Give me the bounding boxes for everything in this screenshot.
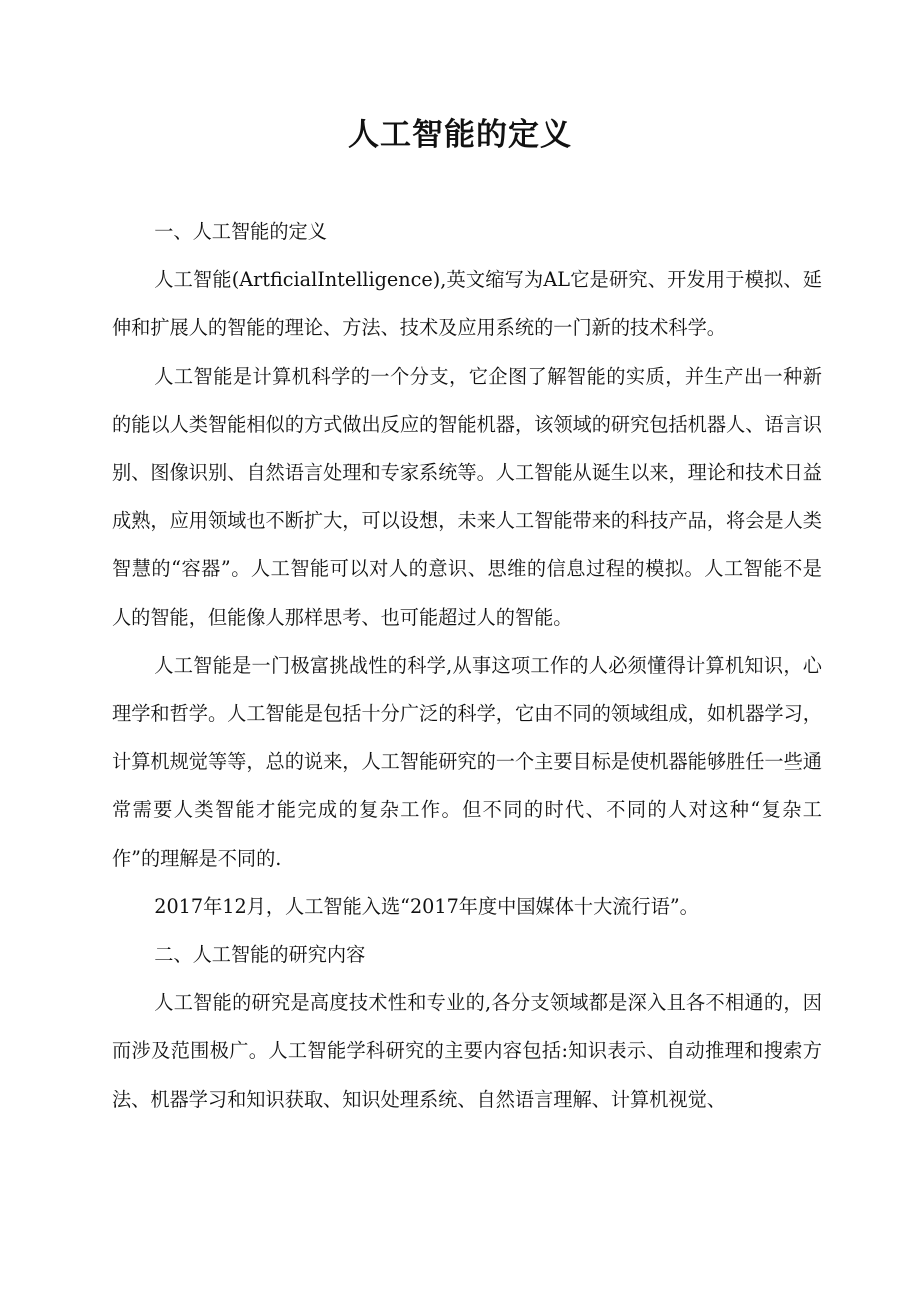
document-title: 人工智能的定义	[348, 117, 572, 153]
section-heading-2: 二、人工智能的研究内容	[154, 943, 366, 967]
paragraph-1: 人工智能(ArtficialIntelligence),英文缩写为AL它是研究、开发用于模拟、延伸和扩展人的智能的理论、方法、技术及应用系统的一门新的技术科学。	[112, 268, 822, 340]
paragraph-5: 人工智能的研究是高度技术性和专业的,各分支领域都是深入且各不相通的，因而涉及范围极广。人工智能学科研究的主要内容包括:知识表示、自动推理和搜索方法、机器学习和知识获取、知识处理系统、自然语言理解、计算机视觉、	[112, 991, 822, 1111]
paragraph-3: 人工智能是一门极富挑战性的科学,从事这项工作的人必须懂得计算机知识，心理学和哲学。人工智能是包括十分广泛的科学，它由不同的领域组成，如机器学习，计算机规觉等等，总的说来，人工智能研究的一个主要目标是使机器能够胜任一些通常需要人类智能才能完成的复杂工作。但不同的时代、不同的人对这种“复杂工作”的理解是不同的.	[112, 653, 822, 870]
paragraph-4: 2017年12月，人工智能入选“2017年度中国媒体十大流行语”。	[154, 894, 699, 918]
paragraph-2: 人工智能是计算机科学的一个分支，它企图了解智能的实质，并生产出一种新的能以人类智能相似的方式做出反应的智能机器，该领域的研究包括机器人、语言识别、图像识别、自然语言处理和专家系统等。人工智能从诞生以来，理论和技术日益成熟，应用领域也不断扩大，可以设想，未来人工智能带来的科技产品，将会是人类智慧的“容器”。人工智能可以对人的意识、思维的信息过程的模拟。人工智能不是人的智能，但能像人那样思考、也可能超过人的智能。	[112, 364, 822, 629]
section-heading-1: 一、人工智能的定义	[154, 220, 327, 243]
document-body	[112, 208, 822, 1124]
